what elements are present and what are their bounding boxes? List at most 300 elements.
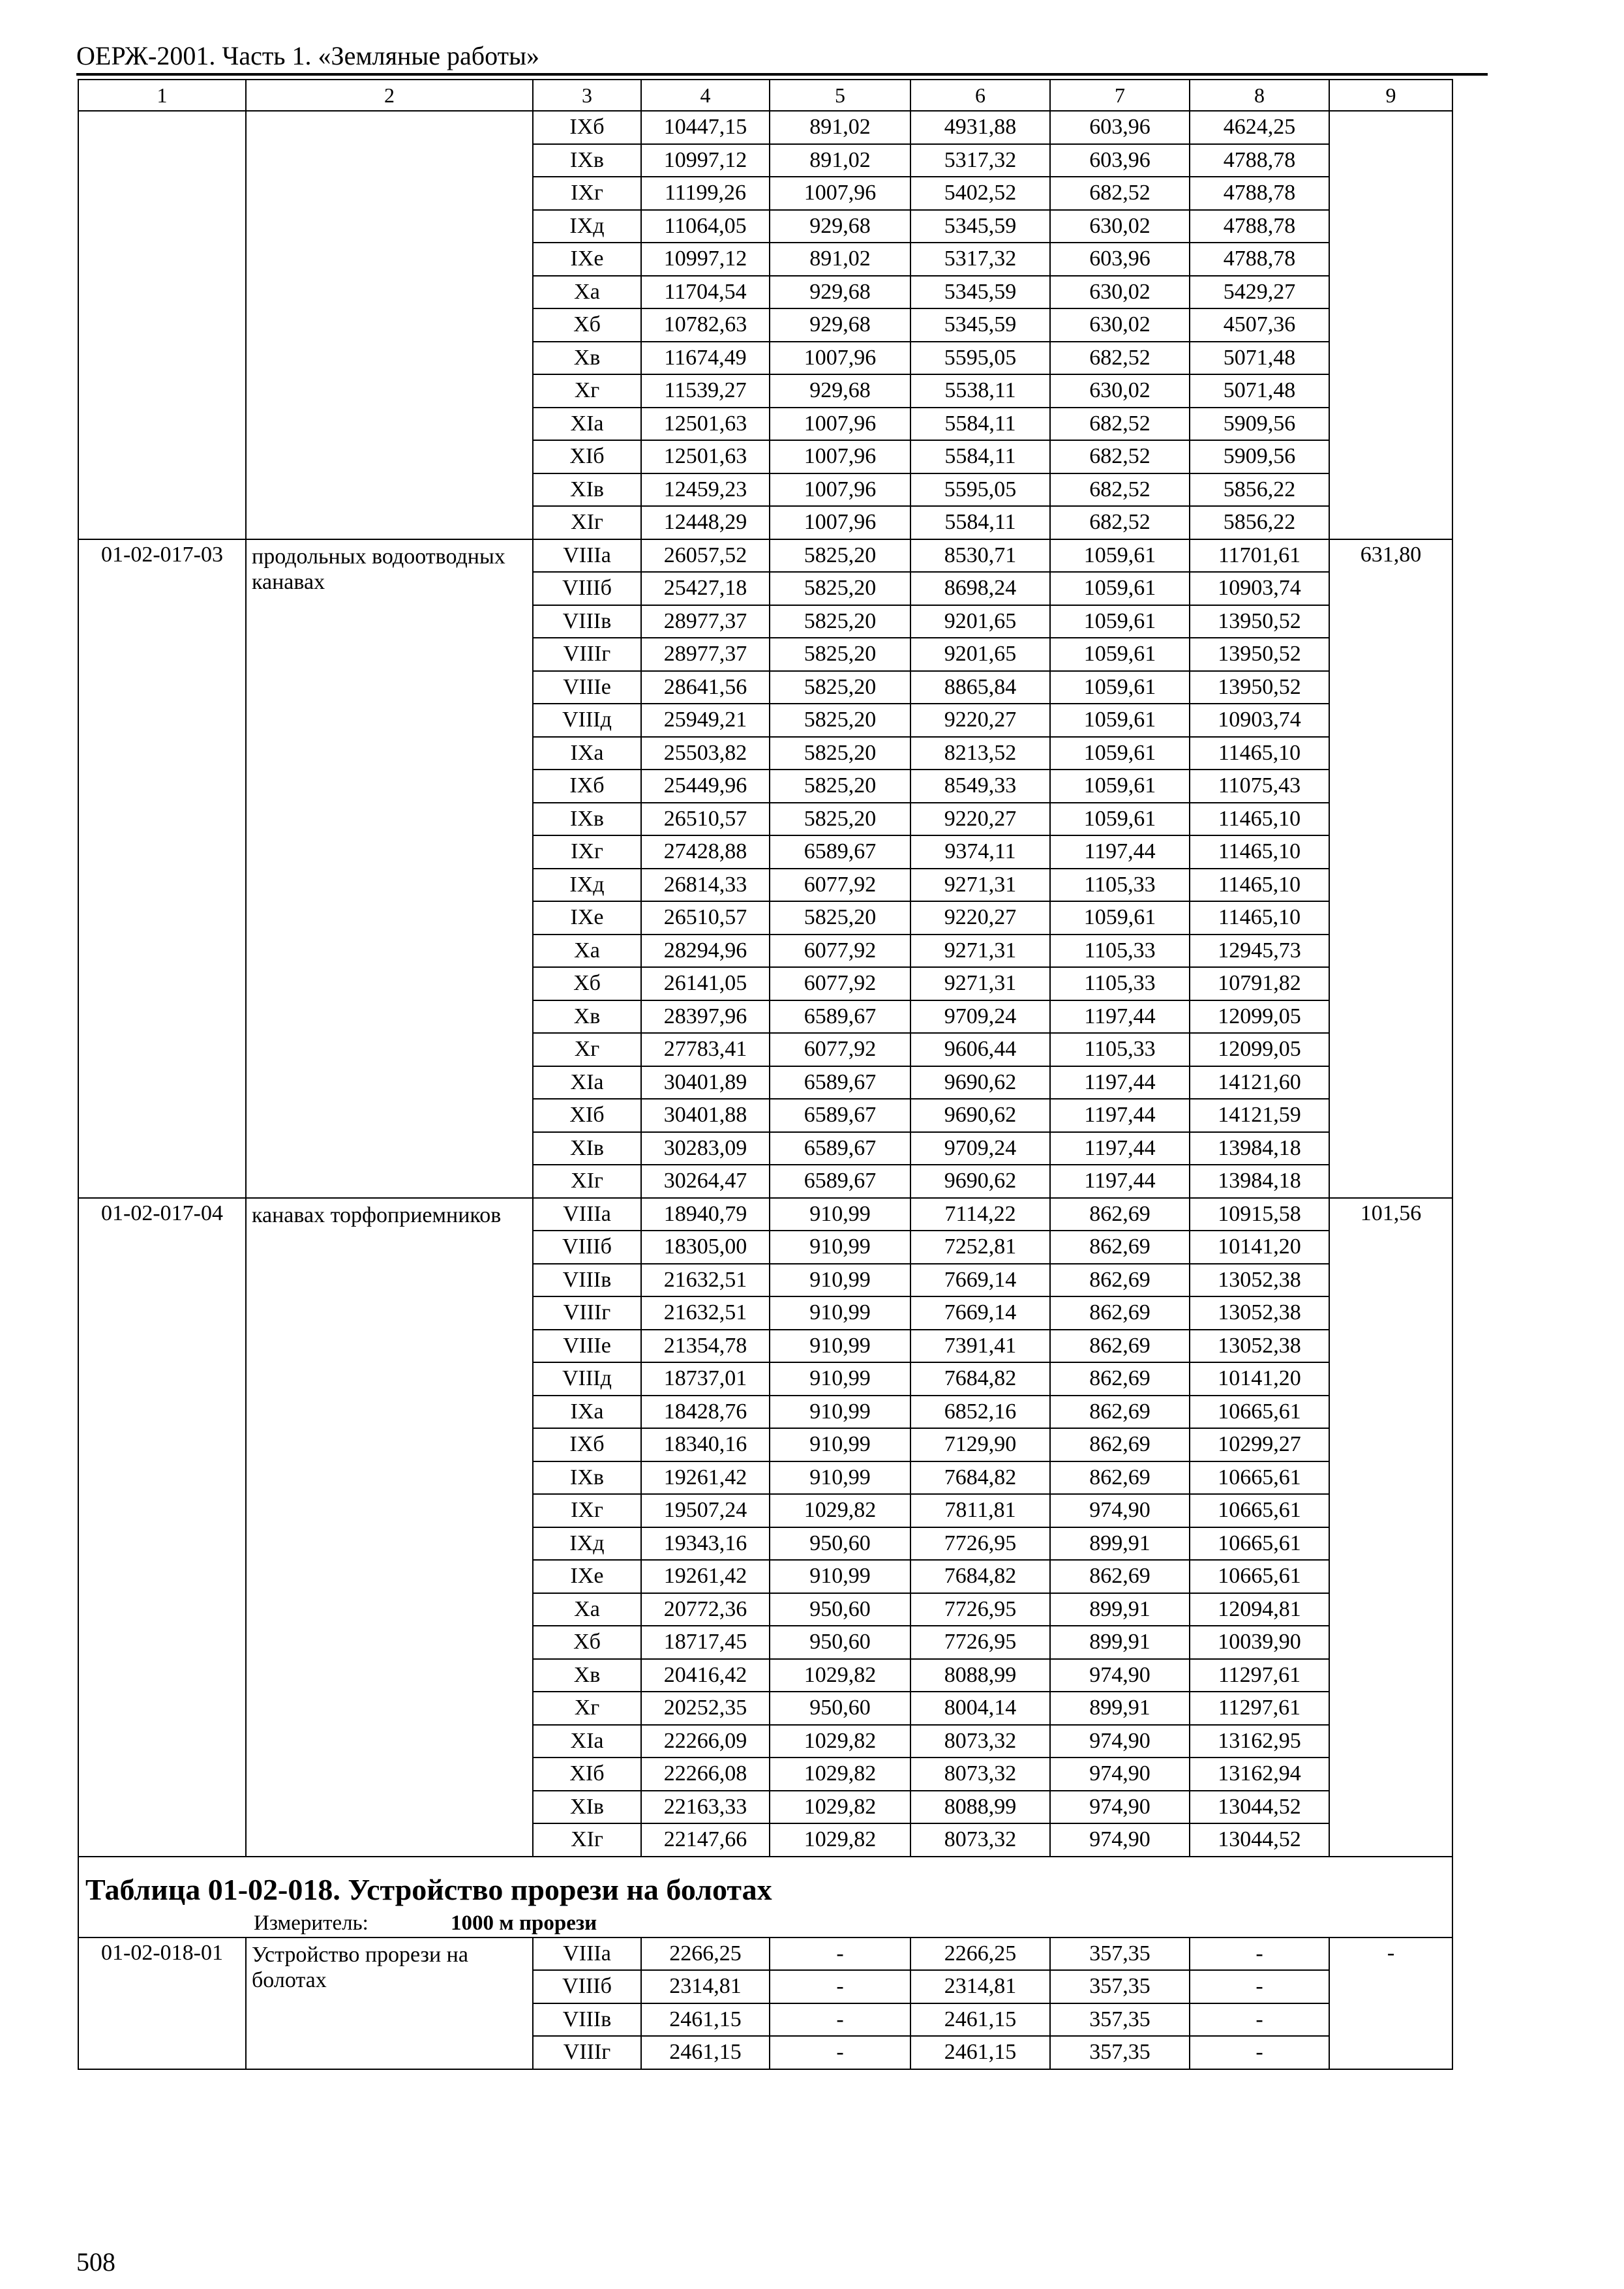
machine-cost-cell: 5345,59 <box>910 276 1050 309</box>
machinists-wages-cell: 974,90 <box>1050 1725 1190 1758</box>
machine-cost-cell: 5345,59 <box>910 308 1050 342</box>
wages-cell: 1029,82 <box>770 1494 910 1527</box>
grade-cell: VIIIа <box>533 1937 641 1971</box>
machinists-wages-cell: 1059,61 <box>1050 803 1190 836</box>
materials-cell: 4507,36 <box>1190 308 1329 342</box>
grade-cell: IXa <box>533 737 641 770</box>
materials-cell: 11297,61 <box>1190 1659 1329 1692</box>
total-cost-cell: 18717,45 <box>641 1626 770 1659</box>
materials-cell: 10903,74 <box>1190 572 1329 605</box>
wages-cell: 950,60 <box>770 1692 910 1725</box>
machinists-wages-cell: 1105,33 <box>1050 869 1190 902</box>
grade-cell: Xг <box>533 1033 641 1066</box>
rate-code: 01-02-017-03 <box>78 539 246 1198</box>
machinists-wages-cell: 357,35 <box>1050 2036 1190 2069</box>
machinists-wages-cell: 974,90 <box>1050 1823 1190 1857</box>
wages-cell: 1007,96 <box>770 506 910 539</box>
machine-cost-cell: 9271,31 <box>910 935 1050 968</box>
materials-cell: - <box>1190 2036 1329 2069</box>
wages-cell: 5825,20 <box>770 901 910 935</box>
materials-cell: 12945,73 <box>1190 935 1329 968</box>
materials-cell: 12099,05 <box>1190 1000 1329 1034</box>
grade-cell: Xв <box>533 342 641 375</box>
machinists-wages-cell: 862,69 <box>1050 1330 1190 1363</box>
grade-cell: XIб <box>533 440 641 473</box>
total-cost-cell: 12501,63 <box>641 408 770 441</box>
column-number: 2 <box>246 80 533 111</box>
machine-cost-cell: 2314,81 <box>910 1970 1050 2003</box>
wages-cell: 5825,20 <box>770 704 910 737</box>
machine-cost-cell: 7684,82 <box>910 1560 1050 1593</box>
wages-cell: 6077,92 <box>770 1033 910 1066</box>
wages-cell: - <box>770 1937 910 1971</box>
materials-cell: 13950,52 <box>1190 671 1329 704</box>
materials-cell: 5071,48 <box>1190 342 1329 375</box>
total-cost-cell: 19261,42 <box>641 1560 770 1593</box>
machinists-wages-cell: 862,69 <box>1050 1362 1190 1396</box>
total-cost-cell: 11539,27 <box>641 374 770 408</box>
grade-cell: Xб <box>533 1626 641 1659</box>
materials-cell: 13162,95 <box>1190 1725 1329 1758</box>
total-cost-cell: 20252,35 <box>641 1692 770 1725</box>
wages-cell: 1007,96 <box>770 440 910 473</box>
labour-cost: 631,80 <box>1329 539 1452 1198</box>
grade-cell: Xг <box>533 1692 641 1725</box>
labour-cost: - <box>1329 1937 1452 2069</box>
materials-cell: 10299,27 <box>1190 1428 1329 1461</box>
machinists-wages-cell: 899,91 <box>1050 1692 1190 1725</box>
machinists-wages-cell: 899,91 <box>1050 1527 1190 1561</box>
total-cost-cell: 21632,51 <box>641 1296 770 1330</box>
wages-cell: 6589,67 <box>770 1099 910 1132</box>
machine-cost-cell: 9201,65 <box>910 638 1050 671</box>
wages-cell: 910,99 <box>770 1362 910 1396</box>
wages-cell: 891,02 <box>770 144 910 177</box>
total-cost-cell: 18940,79 <box>641 1198 770 1231</box>
machinists-wages-cell: 682,52 <box>1050 506 1190 539</box>
materials-cell: 13052,38 <box>1190 1330 1329 1363</box>
total-cost-cell: 28977,37 <box>641 605 770 638</box>
total-cost-cell: 2461,15 <box>641 2036 770 2069</box>
wages-cell: 910,99 <box>770 1296 910 1330</box>
labour-cost <box>1329 111 1452 539</box>
grade-cell: IXб <box>533 770 641 803</box>
machinists-wages-cell: 1059,61 <box>1050 901 1190 935</box>
total-cost-cell: 18340,16 <box>641 1428 770 1461</box>
machine-cost-cell: 6852,16 <box>910 1396 1050 1429</box>
machine-cost-cell: 9690,62 <box>910 1099 1050 1132</box>
materials-cell: 12099,05 <box>1190 1033 1329 1066</box>
machinists-wages-cell: 1059,61 <box>1050 671 1190 704</box>
materials-cell: 11465,10 <box>1190 901 1329 935</box>
grade-cell: Xв <box>533 1000 641 1034</box>
wages-cell: 950,60 <box>770 1626 910 1659</box>
grade-cell: IXд <box>533 210 641 243</box>
grade-cell: XIв <box>533 1791 641 1824</box>
total-cost-cell: 11064,05 <box>641 210 770 243</box>
materials-cell: 10903,74 <box>1190 704 1329 737</box>
work-name: продольных водоотводных канавах <box>246 539 533 1198</box>
total-cost-cell: 12501,63 <box>641 440 770 473</box>
total-cost-cell: 18305,00 <box>641 1231 770 1264</box>
grade-cell: VIIIе <box>533 671 641 704</box>
total-cost-cell: 21354,78 <box>641 1330 770 1363</box>
grade-cell: VIIIд <box>533 1362 641 1396</box>
grade-cell: IXе <box>533 1560 641 1593</box>
materials-cell: 13984,18 <box>1190 1132 1329 1165</box>
materials-cell: 13162,94 <box>1190 1758 1329 1791</box>
grade-cell: VIIIа <box>533 1198 641 1231</box>
wages-cell: 5825,20 <box>770 605 910 638</box>
materials-cell: 4788,78 <box>1190 210 1329 243</box>
total-cost-cell: 2461,15 <box>641 2003 770 2037</box>
machine-cost-cell: 8088,99 <box>910 1791 1050 1824</box>
wages-cell: 910,99 <box>770 1428 910 1461</box>
materials-cell: 13950,52 <box>1190 638 1329 671</box>
wages-cell: 6589,67 <box>770 835 910 869</box>
machine-cost-cell: 5595,05 <box>910 342 1050 375</box>
materials-cell: 10791,82 <box>1190 967 1329 1000</box>
column-number: 9 <box>1329 80 1452 111</box>
machine-cost-cell: 7669,14 <box>910 1264 1050 1297</box>
wages-cell: - <box>770 2036 910 2069</box>
machinists-wages-cell: 357,35 <box>1050 1970 1190 2003</box>
total-cost-cell: 10997,12 <box>641 243 770 276</box>
machine-cost-cell: 7726,95 <box>910 1527 1050 1561</box>
wages-cell: 929,68 <box>770 276 910 309</box>
materials-cell: - <box>1190 2003 1329 2037</box>
grade-cell: VIIIе <box>533 1330 641 1363</box>
materials-cell: 11465,10 <box>1190 803 1329 836</box>
total-cost-cell: 12459,23 <box>641 473 770 507</box>
machinists-wages-cell: 1059,61 <box>1050 638 1190 671</box>
total-cost-cell: 27783,41 <box>641 1033 770 1066</box>
machinists-wages-cell: 899,91 <box>1050 1593 1190 1626</box>
wages-cell: 5825,20 <box>770 770 910 803</box>
machine-cost-cell: 5595,05 <box>910 473 1050 507</box>
materials-cell: 11297,61 <box>1190 1692 1329 1725</box>
machinists-wages-cell: 974,90 <box>1050 1758 1190 1791</box>
wages-cell: 5825,20 <box>770 803 910 836</box>
wages-cell: 1007,96 <box>770 473 910 507</box>
wages-cell: 1029,82 <box>770 1791 910 1824</box>
machinists-wages-cell: 1105,33 <box>1050 935 1190 968</box>
materials-cell: 10665,61 <box>1190 1461 1329 1495</box>
machine-cost-cell: 8073,32 <box>910 1725 1050 1758</box>
work-name: Устройство прорези на болотах <box>246 1937 533 2069</box>
machinists-wages-cell: 630,02 <box>1050 276 1190 309</box>
wages-cell: 5825,20 <box>770 638 910 671</box>
grade-cell: XIг <box>533 506 641 539</box>
machinists-wages-cell: 1197,44 <box>1050 1066 1190 1100</box>
machine-cost-cell: 9220,27 <box>910 901 1050 935</box>
materials-cell: 4788,78 <box>1190 144 1329 177</box>
machine-cost-cell: 2461,15 <box>910 2036 1050 2069</box>
materials-cell: 11465,10 <box>1190 835 1329 869</box>
machine-cost-cell: 7684,82 <box>910 1362 1050 1396</box>
grade-cell: VIIIб <box>533 1231 641 1264</box>
wages-cell: 910,99 <box>770 1264 910 1297</box>
section-title-row <box>78 1857 1452 1911</box>
materials-cell: 10141,20 <box>1190 1231 1329 1264</box>
machine-cost-cell: 7252,81 <box>910 1231 1050 1264</box>
machinists-wages-cell: 1059,61 <box>1050 770 1190 803</box>
machinists-wages-cell: 974,90 <box>1050 1659 1190 1692</box>
total-cost-cell: 2314,81 <box>641 1970 770 2003</box>
materials-cell: 10665,61 <box>1190 1527 1329 1561</box>
wages-cell: 910,99 <box>770 1560 910 1593</box>
wages-cell: 891,02 <box>770 111 910 144</box>
wages-cell: 950,60 <box>770 1527 910 1561</box>
grade-cell: XIa <box>533 408 641 441</box>
total-cost-cell: 25949,21 <box>641 704 770 737</box>
machinists-wages-cell: 862,69 <box>1050 1198 1190 1231</box>
grade-cell: IXг <box>533 177 641 210</box>
grade-cell: VIIIг <box>533 2036 641 2069</box>
total-cost-cell: 20416,42 <box>641 1659 770 1692</box>
grade-cell: Xб <box>533 967 641 1000</box>
total-cost-cell: 11674,49 <box>641 342 770 375</box>
rate-code <box>78 111 246 539</box>
total-cost-cell: 11199,26 <box>641 177 770 210</box>
machine-cost-cell: 8698,24 <box>910 572 1050 605</box>
materials-cell: 10665,61 <box>1190 1396 1329 1429</box>
machinists-wages-cell: 974,90 <box>1050 1791 1190 1824</box>
grade-cell: IXд <box>533 869 641 902</box>
running-header: ОЕРЖ-2001. Часть 1. «Земляные работы» <box>76 41 539 70</box>
materials-cell: 10665,61 <box>1190 1494 1329 1527</box>
rate-code: 01-02-017-04 <box>78 1198 246 1857</box>
machine-cost-cell: 9374,11 <box>910 835 1050 869</box>
wages-cell: 910,99 <box>770 1231 910 1264</box>
wages-cell: 5825,20 <box>770 671 910 704</box>
wages-cell: 1029,82 <box>770 1659 910 1692</box>
grade-cell: XIa <box>533 1066 641 1100</box>
grade-cell: IXв <box>533 1461 641 1495</box>
total-cost-cell: 19261,42 <box>641 1461 770 1495</box>
total-cost-cell: 2266,25 <box>641 1937 770 1971</box>
machine-cost-cell: 8073,32 <box>910 1758 1050 1791</box>
machinists-wages-cell: 1059,61 <box>1050 737 1190 770</box>
total-cost-cell: 12448,29 <box>641 506 770 539</box>
grade-cell: Xв <box>533 1659 641 1692</box>
machine-cost-cell: 8073,32 <box>910 1823 1050 1857</box>
materials-cell: 11465,10 <box>1190 869 1329 902</box>
materials-cell: 10039,90 <box>1190 1626 1329 1659</box>
machinists-wages-cell: 1197,44 <box>1050 1132 1190 1165</box>
grade-cell: XIг <box>533 1165 641 1198</box>
machine-cost-cell: 8004,14 <box>910 1692 1050 1725</box>
grade-cell: VIIIв <box>533 2003 641 2037</box>
grade-cell: Xг <box>533 374 641 408</box>
total-cost-cell: 27428,88 <box>641 835 770 869</box>
machinists-wages-cell: 974,90 <box>1050 1494 1190 1527</box>
machinists-wages-cell: 862,69 <box>1050 1428 1190 1461</box>
materials-cell: 10665,61 <box>1190 1560 1329 1593</box>
machine-cost-cell: 9271,31 <box>910 869 1050 902</box>
materials-cell: 13044,52 <box>1190 1823 1329 1857</box>
wages-cell: 929,68 <box>770 210 910 243</box>
header-rule <box>76 73 1488 76</box>
machinists-wages-cell: 899,91 <box>1050 1626 1190 1659</box>
materials-cell: 13950,52 <box>1190 605 1329 638</box>
materials-cell: 5909,56 <box>1190 408 1329 441</box>
total-cost-cell: 30401,88 <box>641 1099 770 1132</box>
unit-cell <box>78 1911 1452 1937</box>
grade-cell: XIв <box>533 473 641 507</box>
grade-cell: XIб <box>533 1099 641 1132</box>
machinists-wages-cell: 862,69 <box>1050 1560 1190 1593</box>
total-cost-cell: 10447,15 <box>641 111 770 144</box>
wages-cell: 891,02 <box>770 243 910 276</box>
machine-cost-cell: 4931,88 <box>910 111 1050 144</box>
work-name: канавах торфоприемников <box>246 1198 533 1857</box>
grade-cell: VIIIб <box>533 1970 641 2003</box>
wages-cell: - <box>770 2003 910 2037</box>
machine-cost-cell: 7129,90 <box>910 1428 1050 1461</box>
machinists-wages-cell: 603,96 <box>1050 111 1190 144</box>
materials-cell: 11701,61 <box>1190 539 1329 573</box>
total-cost-cell: 26510,57 <box>641 803 770 836</box>
machine-cost-cell: 7684,82 <box>910 1461 1050 1495</box>
total-cost-cell: 18428,76 <box>641 1396 770 1429</box>
machine-cost-cell: 9709,24 <box>910 1000 1050 1034</box>
wages-cell: 929,68 <box>770 308 910 342</box>
total-cost-cell: 30283,09 <box>641 1132 770 1165</box>
grade-cell: Xб <box>533 308 641 342</box>
machinists-wages-cell: 682,52 <box>1050 177 1190 210</box>
grade-cell: IXa <box>533 1396 641 1429</box>
materials-cell: 13984,18 <box>1190 1165 1329 1198</box>
column-number: 7 <box>1050 80 1190 111</box>
materials-cell: 4788,78 <box>1190 243 1329 276</box>
machine-cost-cell: 7726,95 <box>910 1593 1050 1626</box>
wages-cell: 910,99 <box>770 1330 910 1363</box>
machinists-wages-cell: 1105,33 <box>1050 1033 1190 1066</box>
wages-cell: 1029,82 <box>770 1823 910 1857</box>
wages-cell: - <box>770 1970 910 2003</box>
grade-cell: Xa <box>533 276 641 309</box>
wages-cell: 929,68 <box>770 374 910 408</box>
grade-cell: VIIIг <box>533 1296 641 1330</box>
machinists-wages-cell: 630,02 <box>1050 210 1190 243</box>
machinists-wages-cell: 357,35 <box>1050 1937 1190 1971</box>
total-cost-cell: 26510,57 <box>641 901 770 935</box>
machine-cost-cell: 5584,11 <box>910 408 1050 441</box>
machinists-wages-cell: 1197,44 <box>1050 1099 1190 1132</box>
total-cost-cell: 26141,05 <box>641 967 770 1000</box>
machine-cost-cell: 9220,27 <box>910 803 1050 836</box>
machine-cost-cell: 9709,24 <box>910 1132 1050 1165</box>
page-number: 508 <box>76 2247 115 2277</box>
machinists-wages-cell: 682,52 <box>1050 440 1190 473</box>
total-cost-cell: 10782,63 <box>641 308 770 342</box>
machine-cost-cell: 2461,15 <box>910 2003 1050 2037</box>
wages-cell: 1029,82 <box>770 1758 910 1791</box>
materials-cell: 11465,10 <box>1190 737 1329 770</box>
machine-cost-cell: 5345,59 <box>910 210 1050 243</box>
machinists-wages-cell: 1059,61 <box>1050 704 1190 737</box>
table-row <box>78 1198 1452 1231</box>
materials-cell: 10915,58 <box>1190 1198 1329 1231</box>
table-row <box>78 539 1452 573</box>
column-number: 8 <box>1190 80 1329 111</box>
total-cost-cell: 18737,01 <box>641 1362 770 1396</box>
machine-cost-cell: 9690,62 <box>910 1165 1050 1198</box>
materials-cell: 13044,52 <box>1190 1791 1329 1824</box>
materials-cell: 4788,78 <box>1190 177 1329 210</box>
total-cost-cell: 28294,96 <box>641 935 770 968</box>
machine-cost-cell: 5317,32 <box>910 243 1050 276</box>
wages-cell: 6589,67 <box>770 1000 910 1034</box>
machine-cost-cell: 9220,27 <box>910 704 1050 737</box>
wages-cell: 1007,96 <box>770 177 910 210</box>
materials-cell: 5856,22 <box>1190 473 1329 507</box>
grade-cell: IXд <box>533 1527 641 1561</box>
grade-cell: XIб <box>533 1758 641 1791</box>
grade-cell: VIIIб <box>533 572 641 605</box>
grade-cell: Xa <box>533 1593 641 1626</box>
total-cost-cell: 28397,96 <box>641 1000 770 1034</box>
wages-cell: 950,60 <box>770 1593 910 1626</box>
machinists-wages-cell: 1197,44 <box>1050 1165 1190 1198</box>
column-number: 4 <box>641 80 770 111</box>
materials-cell: 10141,20 <box>1190 1362 1329 1396</box>
materials-cell: 13052,38 <box>1190 1296 1329 1330</box>
machine-cost-cell: 8530,71 <box>910 539 1050 573</box>
table-row <box>78 111 1452 144</box>
total-cost-cell: 26057,52 <box>641 539 770 573</box>
machine-cost-cell: 8865,84 <box>910 671 1050 704</box>
table-row <box>78 1937 1452 1971</box>
machinists-wages-cell: 630,02 <box>1050 374 1190 408</box>
machine-cost-cell: 9201,65 <box>910 605 1050 638</box>
materials-cell: 5429,27 <box>1190 276 1329 309</box>
machinists-wages-cell: 682,52 <box>1050 342 1190 375</box>
machinists-wages-cell: 862,69 <box>1050 1461 1190 1495</box>
total-cost-cell: 26814,33 <box>641 869 770 902</box>
section-title: Таблица 01-02-018. Устройство прорези на болотах <box>78 1857 1452 1911</box>
materials-cell: - <box>1190 1937 1329 1971</box>
total-cost-cell: 22163,33 <box>641 1791 770 1824</box>
grade-cell: Xa <box>533 935 641 968</box>
total-cost-cell: 21632,51 <box>641 1264 770 1297</box>
materials-cell: 12094,81 <box>1190 1593 1329 1626</box>
total-cost-cell: 25449,96 <box>641 770 770 803</box>
grade-cell: XIa <box>533 1725 641 1758</box>
column-number: 6 <box>910 80 1050 111</box>
rates-table <box>78 79 1453 2070</box>
total-cost-cell: 19507,24 <box>641 1494 770 1527</box>
materials-cell: 5909,56 <box>1190 440 1329 473</box>
machinists-wages-cell: 862,69 <box>1050 1264 1190 1297</box>
grade-cell: XIв <box>533 1132 641 1165</box>
machinists-wages-cell: 357,35 <box>1050 2003 1190 2037</box>
wages-cell: 1007,96 <box>770 408 910 441</box>
grade-cell: IXв <box>533 803 641 836</box>
work-name <box>246 111 533 539</box>
wages-cell: 1029,82 <box>770 1725 910 1758</box>
materials-cell: 13052,38 <box>1190 1264 1329 1297</box>
total-cost-cell: 28977,37 <box>641 638 770 671</box>
wages-cell: 910,99 <box>770 1396 910 1429</box>
machine-cost-cell: 5584,11 <box>910 506 1050 539</box>
column-number: 1 <box>78 80 246 111</box>
materials-cell: 14121,60 <box>1190 1066 1329 1100</box>
wages-cell: 910,99 <box>770 1461 910 1495</box>
wages-cell: 5825,20 <box>770 572 910 605</box>
unit-row <box>78 1911 1452 1937</box>
